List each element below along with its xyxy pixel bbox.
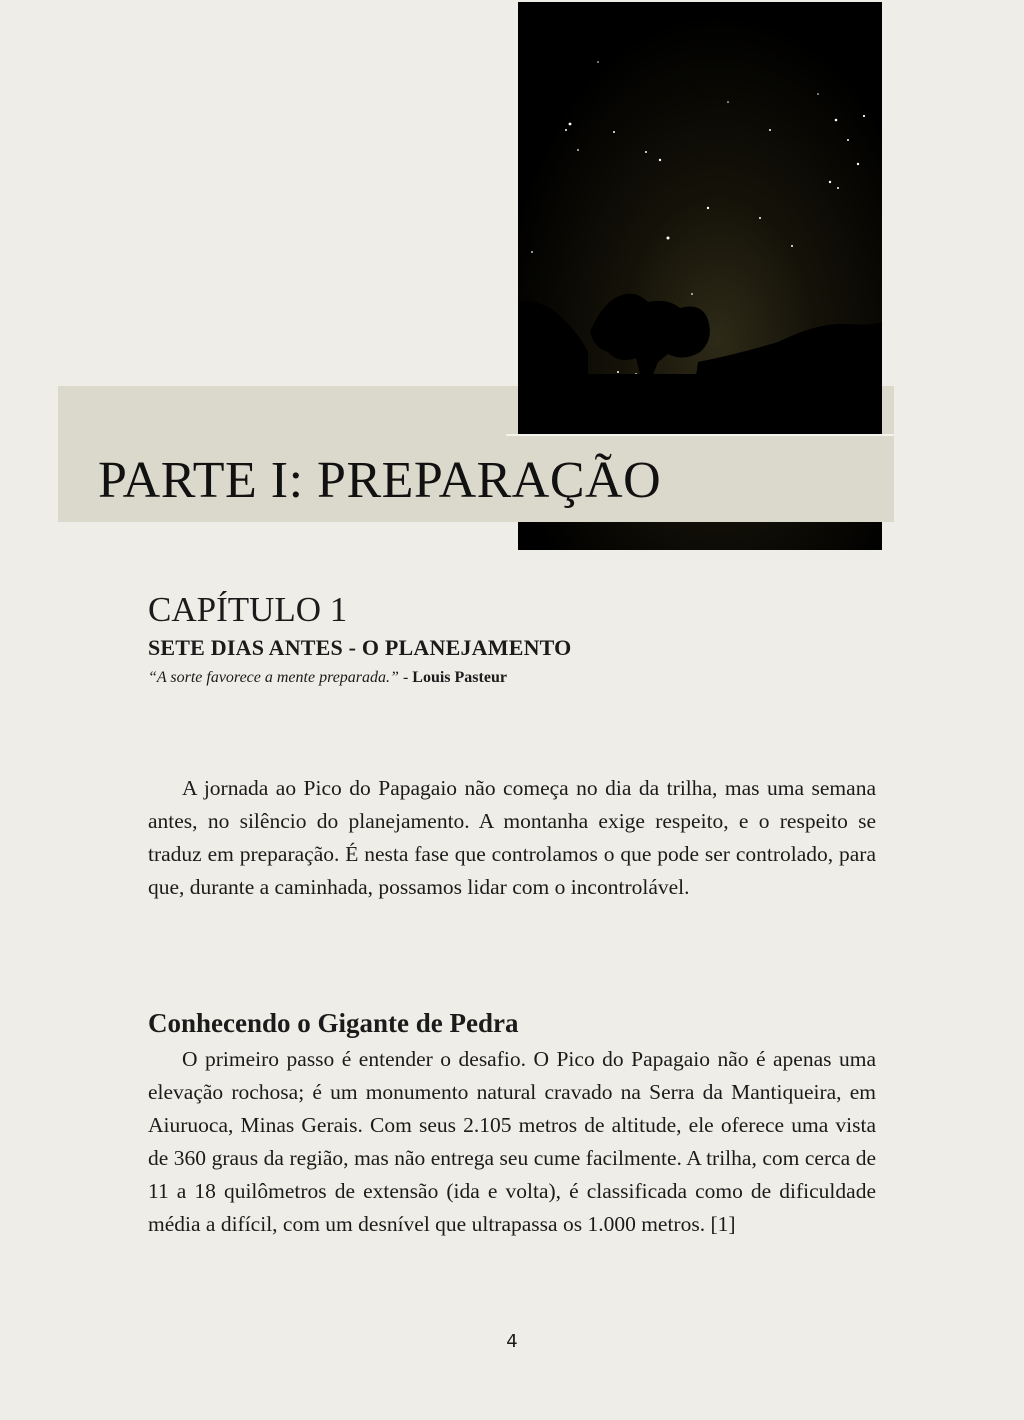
chapter-subtitle: SETE DIAS ANTES - O PLANEJAMENTO (148, 635, 572, 660)
part-title: PARTE I: PREPARAÇÃO (98, 452, 662, 509)
chapter-label: CAPÍTULO 1 (148, 590, 348, 629)
page-number: 4 (506, 1331, 518, 1352)
epigraph-separator: - (398, 669, 413, 686)
body-paragraph: A jornada ao Pico do Papagaio não começa no dia da trilha, mas uma semana antes, no silêncio do planejamento. A montanha exige respeito, e o respeito se traduz em preparação. É nesta fase que controlamos o que pode ser controlado, para que, durante a caminhada, possamos lidar com o incontrolável. (148, 776, 876, 899)
epigraph-quote: “A sorte favorece a mente preparada.” (148, 669, 399, 686)
epigraph-author: Louis Pasteur (412, 669, 507, 686)
body-paragraph: O primeiro passo é entender o desafio. O Pico do Papagaio não é apenas uma elevação rochosa; é um monumento natural cravado na Serra da Mantiqueira, em Aiuruoca, Minas Gerais. Com seus 2.105 metros de altitude, ele oferece uma vista de 360 graus da região, mas não entrega seu cume facilmente. A trilha, com cerca de 11 a 18 quilômetros de extensão (ida e volta), é classificada como de dificuldade média a difícil, com um desnível que ultrapassa os 1.000 metros. [1] (148, 1047, 876, 1236)
section-heading: Conhecendo o Gigante de Pedra (148, 1008, 519, 1038)
epigraph (148, 667, 507, 689)
